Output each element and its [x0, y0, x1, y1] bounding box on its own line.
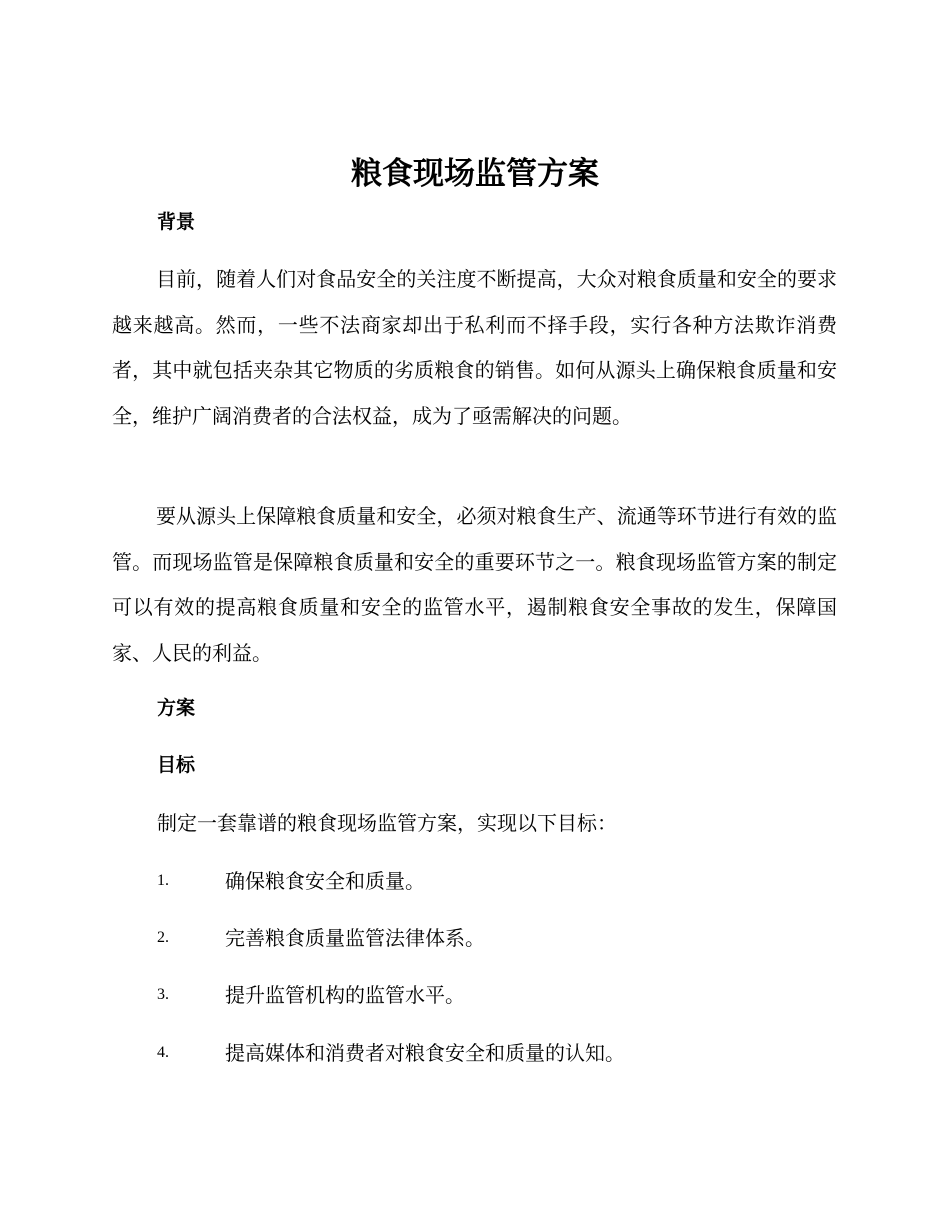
list-number: 1. [157, 872, 169, 889]
section-heading-goal: 目标 [157, 754, 196, 776]
list-text: 提高媒体和消费者对粮食安全和质量的认知。 [225, 1041, 625, 1065]
goal-intro: 制定一套靠谱的粮食现场监管方案，实现以下目标： [157, 811, 617, 835]
list-number: 3. [157, 986, 169, 1003]
section-heading-plan: 方案 [157, 697, 196, 719]
document-title: 粮食现场监管方案 [351, 156, 599, 192]
list-text: 提升监管机构的监管水平。 [225, 983, 465, 1007]
section-heading-background: 背景 [157, 211, 196, 233]
list-number: 4. [157, 1044, 169, 1061]
background-paragraph-2: 要从源头上保障粮食质量和安全，必须对粮食生产、流通等环节进行有效的监管。而现场监管是保障粮食质量和安全的重要环节之一。粮食现场监管方案的制定可以有效的提高粮食质量和安全的监管水平，遏制粮食安全事故的发生，保障国家、人民的利益。 [112, 504, 837, 665]
list-number: 2. [157, 929, 169, 946]
background-paragraph-1: 目前，随着人们对食品安全的关注度不断提高，大众对粮食质量和安全的要求越来越高。然而，一些不法商家却出于私利而不择手段，实行各种方法欺诈消费者，其中就包括夹杂其它物质的劣质粮食的销售。如何从源头上确保粮食质量和安全，维护广阔消费者的合法权益，成为了亟需解决的问题。 [112, 267, 837, 428]
list-text: 确保粮食安全和质量。 [225, 869, 425, 893]
list-text: 完善粮食质量监管法律体系。 [225, 926, 485, 950]
